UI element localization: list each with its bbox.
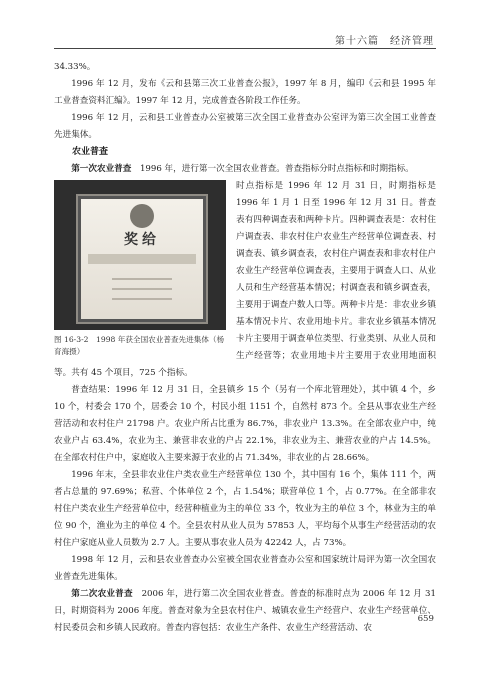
award-plaque xyxy=(76,194,208,324)
paragraph xyxy=(54,161,436,178)
paragraph-continued: 时点指标是 1996 年 12 月 31 日，时期指标是 1996 年 1 月 1 日至 1996 年 12 月 31 日。普查表有四种调查表和两种卡片。四种调查表是：农村住户调查表、非农村住户农业生产经营单位调查表、村调查表、镇乡调查表，农村住户调查表和非农村住户农业生产经营单位调查表，主要用于调查人口、从业人员和生产经营基本情况；村调查表和镇乡调查表，主要用于调查户数人口等。两种卡片是：非农业乡镇基本情况卡片、农业用地卡片。非农业乡镇基本情况卡片主要用于调查单位类型、行业类别、从业人员和生产经营等；农业用地卡片主要用于农业用地面积等。共有 45 个项目，725 个指标。 xyxy=(54,181,436,378)
paragraph: 普查结果：1996 年 12 月 31 日，全县镇乡 15 个（另有一个库北管理处），其中镇 4 个，乡 10 个，村委会 170 个，居委会 10 个，村民小组 1151 个，自然村 873 个。全县从事农业生产经营活动和农村住户 21798 户。农业户所占比重为 86.7%，非农业户 13.3%。在全部农业户中，纯农业户占 63.4%，农业为主、兼营非农业的户占 22.1%，非农业为主、兼营农业的户占 14.5%。在全部农村住户中，家庭收入主要来源于农业的占 71.34%，非农业的占 28.66%。 xyxy=(54,385,436,463)
paragraph xyxy=(54,586,436,637)
paragraph-start: 1996 年，进行第一次全国农业普查。普查指标分时点指标和时期指标。 xyxy=(131,164,414,174)
paragraph: 1996 年末，全县非农业住户类农业生产经营单位 130 个，其中国有 16 个，集体 111 个，两者占总量的 97.69%；私营、个体单位 2 个，占 1.54%；联营单位 1 个，占 0.77%。在全部非农村住户类农业生产经营单位中，经营种植业为主的单位 33 个，牧业为主的单位 3 个，林业为主的单位 90 个，渔业为主的单位 4 个。全县农村从业人员为 57853 人，平均每个从事生产经营活动的农村住户家庭从业人员数为 2.7 人。主要从事农业人员为 42242 人，占 73%。 xyxy=(54,470,436,548)
plaque-title: 奖给 xyxy=(124,232,160,248)
plaque-line xyxy=(112,298,172,300)
section-heading: 农业普查 xyxy=(72,147,109,157)
paragraph: 34.33%。 xyxy=(54,62,96,72)
subsection-heading: 第二次农业普查 xyxy=(71,589,133,599)
paragraph: 1996 年 12 月，发布《云和县第三次工业普查公报》，1997 年 8 月，编印《云和县 1995 年工业普查资料汇编》。1997 年 12 月，完成普查各阶段工作任务。 xyxy=(54,79,436,106)
emblem-icon xyxy=(130,204,154,228)
plaque-line xyxy=(112,288,172,290)
subsection-heading: 第一次农业普查 xyxy=(71,164,132,174)
header-rule xyxy=(54,48,436,49)
running-title: 第十六篇 经济管理 xyxy=(335,36,434,47)
page-number: 659 xyxy=(417,614,434,624)
figure xyxy=(54,180,226,358)
plaque-line xyxy=(112,278,172,280)
figure-caption: 图 16-3-2 1998 年获全国农业普查先进集体（杨育海摄） xyxy=(54,335,225,356)
paragraph: 1996 年 12 月，云和县工业普查办公室被第三次全国工业普查办公室评为第三次全国工业普查先进集体。 xyxy=(54,113,436,140)
plaque-band xyxy=(88,254,196,264)
paragraph: 1998 年 12 月，云和县农业普查办公室被全国农业普查办公室和国家统计局评为第一次全国农业普查先进集体。 xyxy=(54,555,436,582)
body-text xyxy=(54,59,436,637)
paragraph-text: 2006 年，进行第二次全国农业普查。普查的标准时点为 2006 年 12 月 31 日，时期资料为 2006 年度。普查对象为全县农村住户、城镇农业生产经营户、农业生产经营单位、村民委员会和乡镇人民政府。普查内容包括：农业生产条件、农业生产经营活动、农 xyxy=(54,589,436,633)
award-photo xyxy=(54,180,226,330)
